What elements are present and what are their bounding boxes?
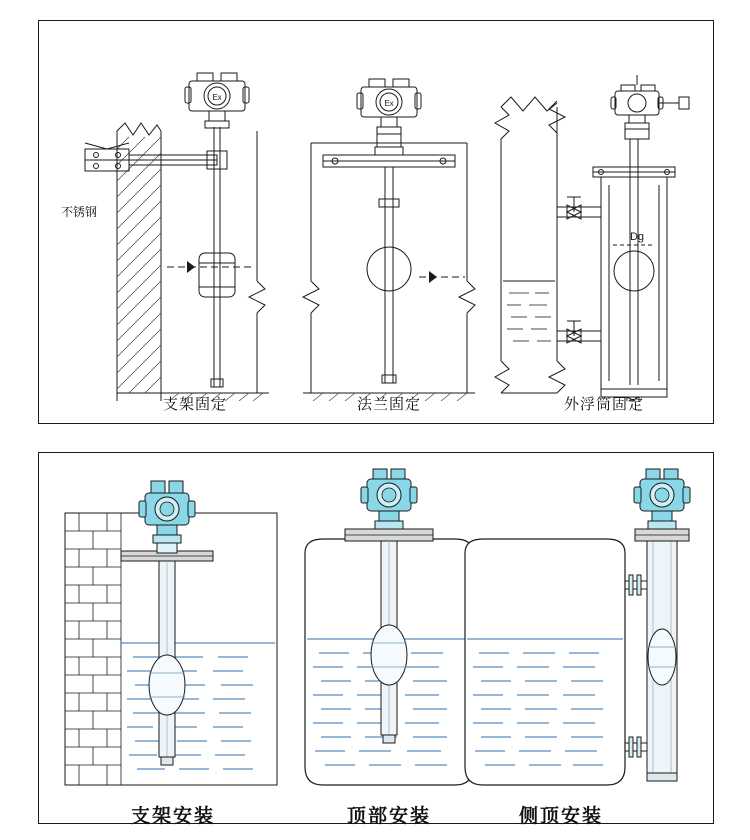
stainless-steel-label: 不锈钢	[61, 205, 98, 219]
fig-side-top-install	[459, 467, 699, 787]
caption-external-chamber-fixed: 外浮筒固定	[563, 396, 644, 413]
fig-top-install	[299, 467, 479, 787]
diameter-label: Dg	[629, 231, 645, 243]
line-drawing-panel	[38, 20, 714, 424]
fig-bracket-install	[63, 467, 283, 787]
explosion-proof-label: Ex	[212, 93, 222, 102]
caption-flange-fixed: 法兰固定	[356, 396, 421, 413]
caption-side-top-install: 侧顶安装	[518, 806, 603, 827]
explosion-proof-label: Ex	[384, 99, 394, 108]
fig-flange-fixed	[289, 31, 489, 401]
fig-external-chamber-fixed	[489, 31, 699, 401]
caption-bracket-install: 支架安装	[130, 806, 215, 827]
caption-bracket-fixed: 支架固定	[162, 396, 227, 413]
caption-top-install: 顶部安装	[346, 806, 431, 827]
color-drawing-panel	[38, 452, 714, 827]
